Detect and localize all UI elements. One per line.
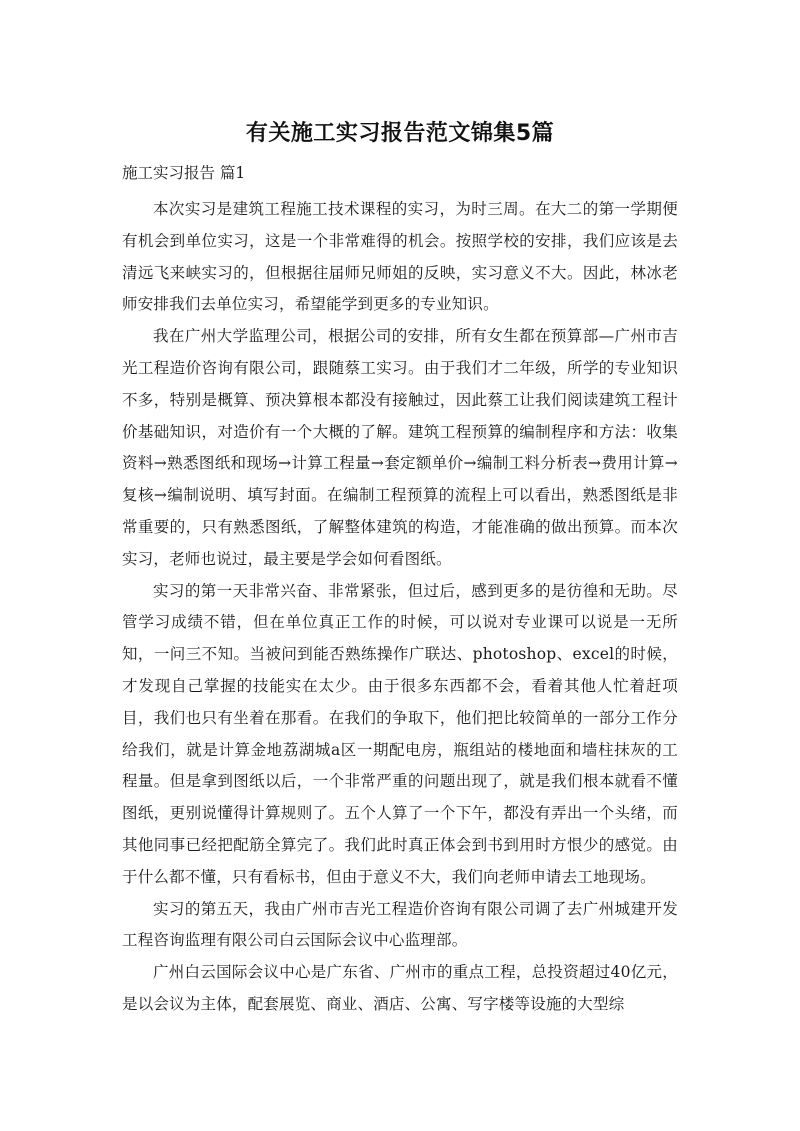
paragraph-4: 实习的第五天，我由广州市吉光工程造价咨询有限公司调了去广州城建开发工程咨询监理有限公司白云国际会议中心监理部。 [122,899,678,950]
document-title: 有关施工实习报告范文锦集5篇 [245,121,555,146]
section-heading: 施工实习报告 篇1 [122,164,246,182]
paragraph-1: 本次实习是建筑工程施工技术课程的实习，为时三周。在大二的第一学期便有机会到单位实习，这是一个非常难得的机会。按照学校的安排，我们应该是去清远飞来峡实习的，但根据往届师兄师姐的反映，实习意义不大。因此，林冰老师安排我们去单位实习，希望能学到更多的专业知识。 [122,200,678,314]
document-body [122,194,678,1021]
paragraph-2: 我在广州大学监理公司，根据公司的安排，所有女生都在预算部—广州市吉光工程造价咨询有限公司，跟随蔡工实习。由于我们才二年级，所学的专业知识不多，特别是概算、预决算根本都没有接触过，因此蔡工让我们阅读建筑工程计价基础知识，对造价有一个大概的了解。建筑工程预算的编制程序和方法：收集资料→熟悉图纸和现场→计算工程量→套定额单价→编制工料分析表→费用计算→复核→编制说明、填写封面。在编制工程预算的流程上可以看出，熟悉图纸是非常重要的，只有熟悉图纸，了解整体建筑的构造，才能准确的做出预算。而本次实习，老师也说过，最主要是学会如何看图纸。 [122,327,678,568]
paragraph-5: 广州白云国际会议中心是广东省、广州市的重点工程，总投资超过40亿元，是以会议为主体，配套展览、商业、酒店、公寓、写字楼等设施的大型综 [122,963,678,1013]
paragraph-3: 实习的第一天非常兴奋、非常紧张，但过后，感到更多的是彷徨和无助。尽管学习成绩不错，但在单位真正工作的时候，可以说对专业课可以说是一无所知，一问三不知。当被问到能否熟练操作广联达、photoshop、excel的时候，才发现自己掌握的技能实在太少。由于很多东西都不会，看着其他人忙着赶项目，我们也只有坐着在那看。在我们的争取下，他们把比较简单的一部分工作分给我们，就是计算金地荔湖城a区一期配电房，瓶组站的楼地面和墙柱抹灰的工程量。但是拿到图纸以后，一个非常严重的问题出现了，就是我们根本就看不懂图纸，更别说懂得计算规则了。五个人算了一个下午，都没有弄出一个头绪，而其他同事已经把配筋全算完了。我们此时真正体会到书到用时方恨少的感觉。由于什么都不懂，只有看标书，但由于意义不大，我们向老师申请去工地现场。 [122,581,678,886]
